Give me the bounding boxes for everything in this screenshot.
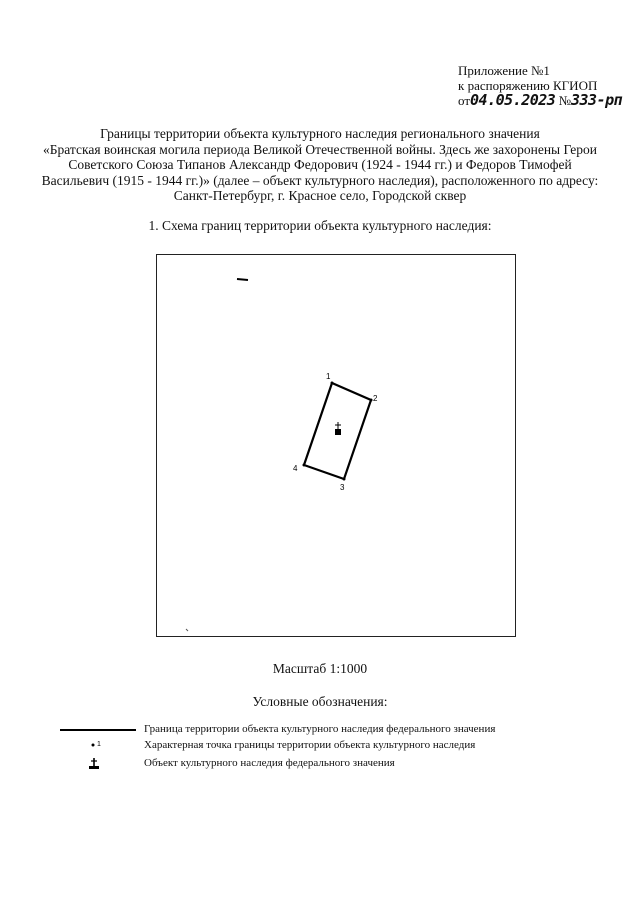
point-label-3: 3 [340,483,345,492]
title-line-4: Васильевич (1915 - 1944 гг.)» (далее – объект культурного наследия), расположенного по адресу: [41,172,599,188]
title-line-1: Границы территории объекта культурного наследия регионального значения [100,126,540,141]
boundary-point-3 [343,478,346,481]
boundary-line-icon [60,722,136,738]
boundary-scheme-map [156,254,516,637]
map-scale: Масштаб 1:1000 [272,661,368,676]
title-line-3: Советского Союза Типанов Александр Федорович (1924 - 1944 гг.) и Федоров Тимофей [68,157,572,173]
appendix-date-line [458,93,622,108]
point-label-4: 4 [293,464,298,473]
appendix-order-ref: к распоряжению КГИОП [458,78,598,93]
appendix-number: Приложение №1 [458,63,550,78]
legend-item-point [60,738,620,754]
legend-item-boundary [60,722,620,738]
section-heading: 1. Схема границ территории объекта культурного наследия: [148,218,492,233]
number-prefix: № [558,93,571,108]
boundary-point-1 [331,382,334,385]
point-label-1: 1 [326,372,331,381]
legend-text-boundary: Граница территории объекта культурного наследия федерального значения [144,723,496,735]
legend-text-monument: Объект культурного наследия федерального значения [144,757,395,769]
boundary-point-4 [303,464,306,467]
document-title [40,126,600,204]
handwritten-number: 333-рп [570,91,623,109]
date-prefix: от [458,93,471,108]
legend-title: Условные обозначения: [252,694,388,709]
appendix-block [458,63,622,108]
monument-icon [335,422,341,435]
map-speck [186,629,188,631]
title-line-2: «Братская воинская могила периода Великой Отечественной войны. Здесь же захоронены Герои [43,141,597,157]
point-marker-icon [60,738,136,754]
title-line-5: Санкт-Петербург, г. Красное село, Городской сквер [173,188,467,204]
legend-item-monument [60,756,620,772]
legend-point-label: 1 [97,741,101,748]
legend-text-point: Характерная точка границы территории объекта культурного наследия [144,739,476,751]
monument-legend-icon [60,756,136,772]
scheme-canvas [157,255,517,638]
point-label-2: 2 [373,394,378,403]
handwritten-date: 04.05.2023 [470,91,556,109]
north-mark [237,279,248,280]
